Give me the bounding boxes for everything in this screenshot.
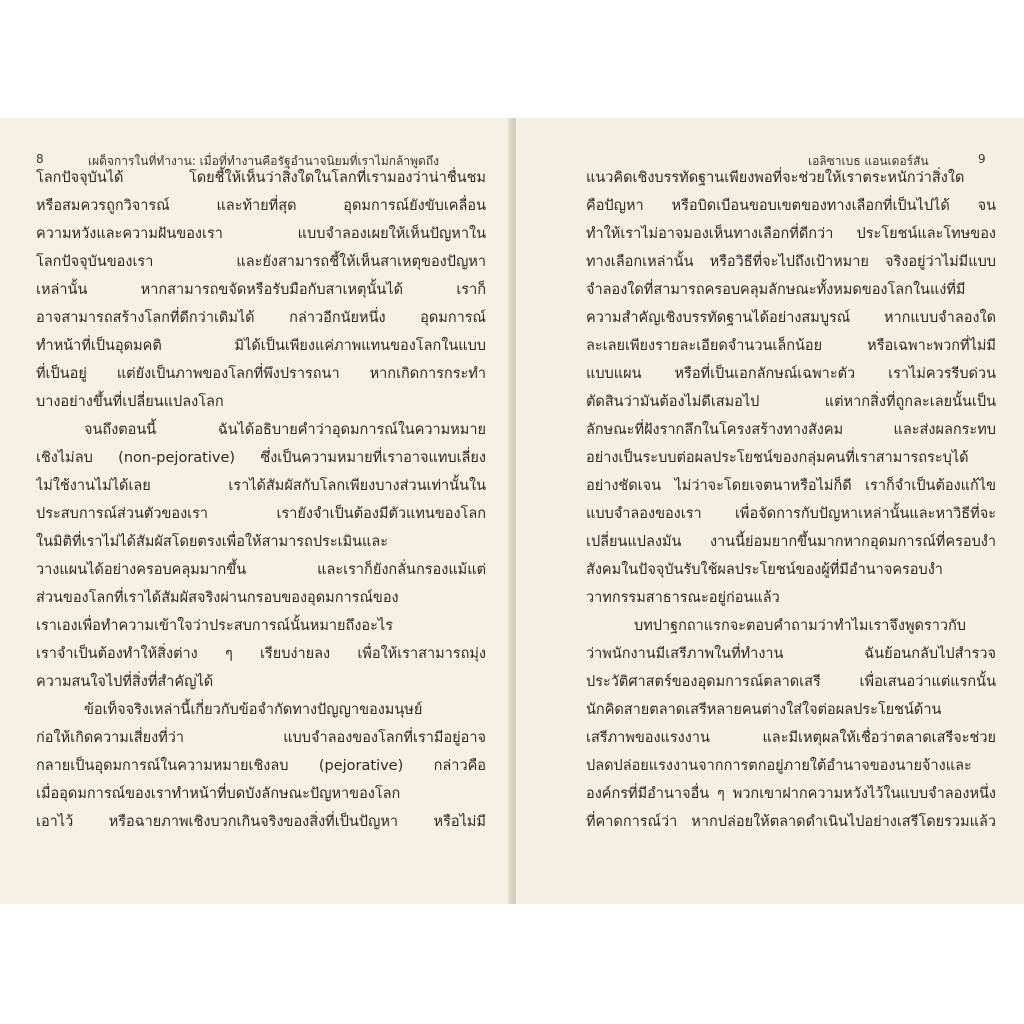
text-line: ความสนใจไปที่สิ่งที่สำคัญได้: [36, 674, 214, 690]
text-line: ประวัติศาสตร์ของอุดมการณ์ตลาดเสรี เพื่อเสนอว่าแต่แรกนั้น: [586, 674, 996, 690]
text-line: เราจำเป็นต้องทำให้สิ่งต่าง ๆ เรียบง่ายลง เพื่อให้เราสามารถมุ่ง: [36, 646, 486, 662]
page-number-right: 9: [978, 152, 986, 166]
text-line: ความสำคัญเชิงบรรทัดฐานได้อย่างสมบูรณ์ หากแบบจำลองใด: [586, 310, 996, 326]
text-line: ตัดสินว่ามันต้องไม่ดีเสมอไป แต่หากสิ่งที่ถูกละเลยนั้นเป็น: [586, 394, 996, 410]
text-line: อย่างชัดเจน ไม่ว่าจะโดยเจตนาหรือไม่ก็ดี เราก็จำเป็นต้องแก้ไข: [586, 478, 996, 494]
text-line: ที่เป็นอยู่ แต่ยังเป็นภาพของโลกที่พึงปรารถนา หากเกิดการกระทำ: [36, 366, 486, 382]
text-line: วาทกรรมสาธารณะอยู่ก่อนแล้ว: [586, 590, 780, 606]
text-line: เมื่ออุดมการณ์ของเราทำหน้าที่บดบังลักษณะปัญหาของโลก: [36, 786, 401, 802]
text-line: อย่างเป็นระบบต่อผลประโยชน์ของกลุ่มคนที่เราสามารถระบุได้: [586, 450, 969, 466]
text-line: เสรีภาพของแรงงาน และมีเหตุผลให้เชื่อว่าตลาดเสรีจะช่วย: [586, 730, 996, 746]
text-line: ทางเลือกเหล่านั้น หรือวิธีที่จะไปถึงเป้าหมาย จริงอยู่ว่าไม่มีแบบ: [586, 254, 996, 270]
text-line: อาจสามารถสร้างโลกที่ดีกว่าเดิมได้ กล่าวอีกนัยหนึ่ง อุดมการณ์: [36, 310, 486, 326]
text-line: ลักษณะที่ฝังรากลึกในโครงสร้างทางสังคม และส่งผลกระทบ: [586, 422, 996, 438]
page-number-left: 8: [36, 152, 44, 166]
text-line: จำลองใดที่สามารถครอบคลุมลักษณะทั้งหมดของโลกในแง่ที่มี: [586, 282, 966, 298]
text-line: องค์กรที่มีอำนาจอื่น ๆ พวกเขาฝากความหวังไว้ในแบบจำลองหนึ่ง: [586, 786, 996, 802]
text-line: ก่อให้เกิดความเสี่ยงที่ว่า แบบจำลองของโลกที่เรามีอยู่อาจ: [36, 730, 486, 746]
text-line: ประสบการณ์ส่วนตัวของเรา เรายังจำเป็นต้องมีตัวแทนของโลก: [36, 506, 486, 522]
text-line: กลายเป็นอุดมการณ์ในความหมายเชิงลบ (pejorative) กล่าวคือ: [36, 758, 486, 774]
text-line: โลกปัจจุบันของเรา และยังสามารถชี้ให้เห็นสาเหตุของปัญหา: [36, 254, 486, 270]
text-line: บทปาฐกถาแรกจะตอบคำถามว่าทำไมเราจึงพูดราวกับ: [634, 618, 966, 634]
text-line: ทำให้เราไม่อาจมองเห็นทางเลือกที่ดีกว่า ประโยชน์และโทษของ: [586, 226, 996, 242]
text-line: เหล่านั้น หากสามารถขจัดหรือรับมือกับสาเหตุนั้นได้ เราก็: [36, 282, 486, 298]
running-head-left: เผด็จการในที่ทำงาน: เมื่อที่ทำงานคือรัฐอำนาจนิยมที่เราไม่กล้าพูดถึง: [88, 154, 439, 168]
left-body-text: [36, 164, 486, 836]
text-line: ส่วนของโลกที่เราได้สัมผัสจริงผ่านกรอบของอุดมการณ์ของ: [36, 590, 399, 606]
text-line: แนวคิดเชิงบรรทัดฐานเพียงพอที่จะช่วยให้เราตระหนักว่าสิ่งใด: [586, 170, 965, 186]
text-line: ปลดปล่อยแรงงานจากการตกอยู่ภายใต้อำนาจของนายจ้างและ: [586, 758, 972, 774]
text-line: เชิงไม่ลบ (non-pejorative) ซึ่งเป็นความหมายที่เราอาจแทบเลี่ยง: [36, 450, 486, 466]
text-line: หรือสมควรถูกวิจารณ์ และท้ายที่สุด อุดมการณ์ยังขับเคลื่อน: [36, 198, 486, 214]
text-line: สังคมในปัจจุบันรับใช้ผลประโยชน์ของผู้ที่มีอำนาจครอบงำ: [586, 562, 943, 578]
book-spread: [0, 118, 1024, 904]
text-line: วางแผนได้อย่างครอบคลุมมากขึ้น และเราก็ยังกลั่นกรองแม้แต่: [36, 562, 486, 578]
text-line: โลกปัจจุบันได้ โดยชี้ให้เห็นว่าสิ่งใดในโลกที่เรามองว่าน่าชื่นชม: [36, 170, 486, 186]
text-line: ข้อเท็จจริงเหล่านี้เกี่ยวกับข้อจำกัดทางปัญญาของมนุษย์: [84, 702, 423, 718]
text-line: ที่คาดการณ์ว่า หากปล่อยให้ตลาดดำเนินไปอย่างเสรีโดยรวมแล้ว: [586, 814, 996, 830]
text-line: เอาไว้ หรือฉายภาพเชิงบวกเกินจริงของสิ่งที่เป็นปัญหา หรือไม่มี: [36, 814, 486, 830]
text-line: ละเลยเพียงรายละเอียดจำนวนเล็กน้อย หรือเฉพาะพวกที่ไม่มี: [586, 338, 996, 354]
left-page: [0, 118, 510, 904]
text-line: เปลี่ยนแปลงมัน งานนี้ย่อมยากขึ้นมากหากอุดมการณ์ที่ครอบงำ: [586, 534, 996, 550]
text-line: คือปัญหา หรือบิดเบือนขอบเขตของทางเลือกที่เป็นไปได้ จน: [586, 198, 996, 214]
text-line: นักคิดสายตลาดเสรีหลายคนต่างใส่ใจต่อผลประโยชน์ด้าน: [586, 702, 942, 718]
text-line: ทำหน้าที่เป็นอุดมคติ มิได้เป็นเพียงแค่ภาพแทนของโลกในแบบ: [36, 338, 486, 354]
text-line: ความหวังและความฝันของเรา แบบจำลองเผยให้เห็นปัญหาใน: [36, 226, 486, 242]
text-line: ไม่ใช้งานไม่ได้เลย เราได้สัมผัสกับโลกเพียงบางส่วนเท่านั้นใน: [36, 478, 486, 494]
text-line: ว่าพนักงานมีเสรีภาพในที่ทำงาน ฉันย้อนกลับไปสำรวจ: [586, 646, 996, 662]
text-line: แบบจำลองของเรา เพื่อจัดการกับปัญหาเหล่านั้นและหาวิธีที่จะ: [586, 506, 996, 522]
text-line: เราเองเพื่อทำความเข้าใจว่าประสบการณ์นั้นหมายถึงอะไร: [36, 618, 393, 634]
text-line: แบบแผน หรือที่เป็นเอกลักษณ์เฉพาะตัว เราไม่ควรรีบด่วน: [586, 366, 996, 382]
right-body-text: [586, 164, 996, 836]
text-line: บางอย่างขึ้นที่เปลี่ยนแปลงโลก: [36, 394, 224, 410]
running-head-right: เอลิซาเบธ แอนเดอร์สัน: [808, 154, 929, 168]
text-line: จนถึงตอนนี้ ฉันได้อธิบายคำว่าอุดมการณ์ในความหมาย: [84, 422, 486, 438]
right-page: [516, 118, 1024, 904]
text-line: ในมิติที่เราไม่ได้สัมผัสโดยตรงเพื่อให้สามารถประเมินและ: [36, 534, 389, 550]
